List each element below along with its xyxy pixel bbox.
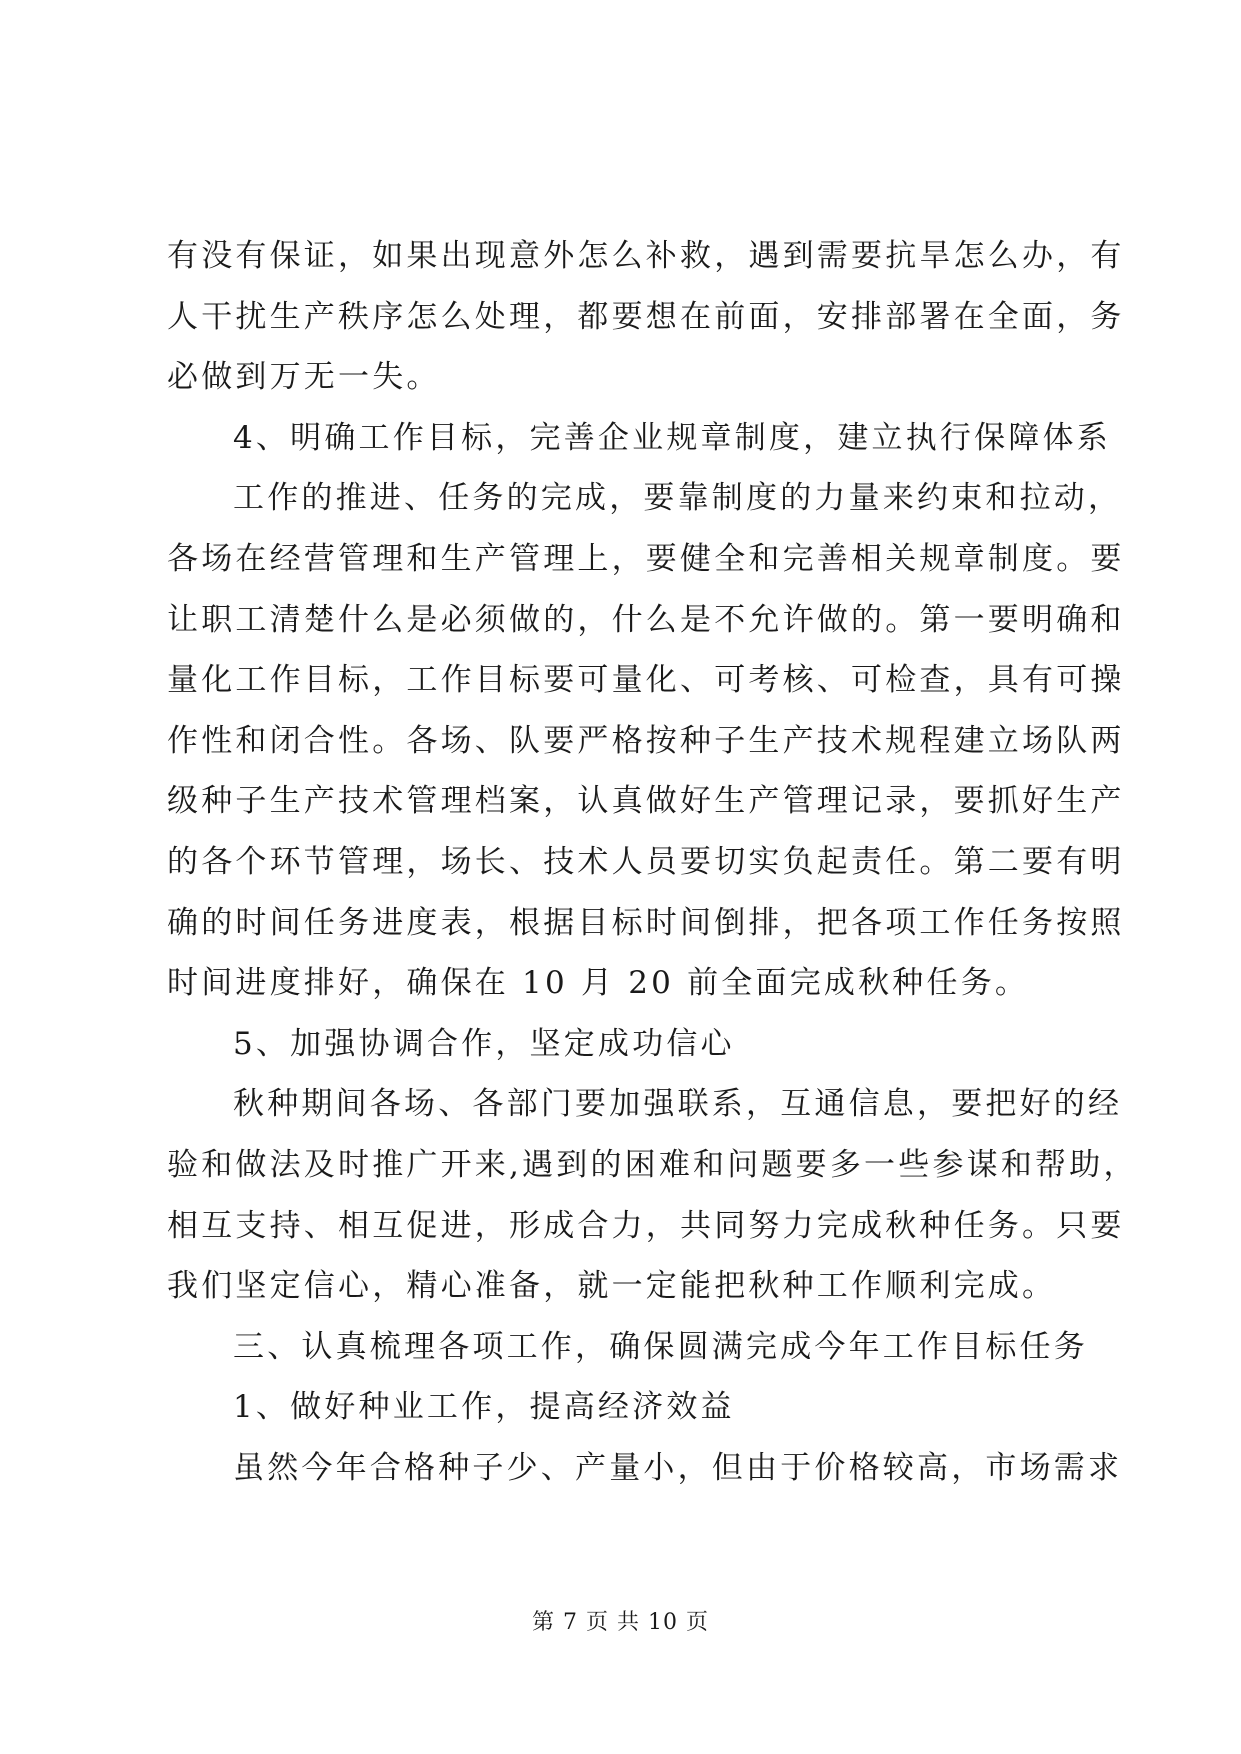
text-line: 秋种期间各场、各部门要加强联系，互通信息，要把好的经 — [233, 1086, 1123, 1123]
text-line: 三、认真梳理各项工作，确保圆满完成今年工作目标任务 — [233, 1328, 1088, 1365]
text-line: 5、加强协调合作，坚定成功信心 — [233, 1025, 735, 1062]
text-line: 人干扰生产秩序怎么处理，都要想在前面，安排部署在全面，务 — [167, 298, 1125, 335]
text-line: 我们坚定信心，精心准备，就一定能把秋种工作顺利完成。 — [167, 1268, 1057, 1305]
page-footer: 第 7 页 共 10 页 — [532, 1610, 709, 1635]
text-line: 相互支持、相互促进，形成合力，共同努力完成秋种任务。只要 — [167, 1207, 1125, 1244]
text-line: 4、明确工作目标，完善企业规章制度，建立执行保障体系 — [233, 419, 1111, 456]
text-line: 的各个环节管理，场长、技术人员要切实负起责任。第二要有明 — [167, 843, 1125, 880]
text-line: 确的时间任务进度表，根据目标时间倒排，把各项工作任务按照 — [167, 904, 1125, 941]
text-line: 级种子生产技术管理档案，认真做好生产管理记录，要抓好生产 — [167, 783, 1125, 820]
text-line: 有没有保证，如果出现意外怎么补救，遇到需要抗旱怎么办，有 — [167, 238, 1125, 274]
text-line: 工作的推进、任务的完成，要靠制度的力量来约束和拉动， — [233, 480, 1123, 517]
document-body — [167, 226, 1138, 1498]
text-line: 时间进度排好，确保在 10 月 20 前全面完成秋种任务。 — [167, 965, 1030, 1002]
text-line: 必做到万无一失。 — [167, 359, 441, 396]
text-line: 验和做法及时推广开来,遇到的困难和问题要多一些参谋和帮助， — [167, 1146, 1138, 1183]
text-line: 虽然今年合格种子少、产量小，但由于价格较高，市场需求 — [233, 1449, 1123, 1486]
text-line: 1、做好种业工作，提高经济效益 — [233, 1389, 735, 1426]
text-line: 各场在经营管理和生产管理上，要健全和完善相关规章制度。要 — [167, 540, 1125, 577]
text-line: 作性和闭合性。各场、队要严格按种子生产技术规程建立场队两 — [167, 722, 1125, 759]
text-line: 让职工清楚什么是必须做的，什么是不允许做的。第一要明确和 — [167, 601, 1125, 638]
text-line: 量化工作目标，工作目标要可量化、可考核、可检查，具有可操 — [167, 662, 1125, 699]
